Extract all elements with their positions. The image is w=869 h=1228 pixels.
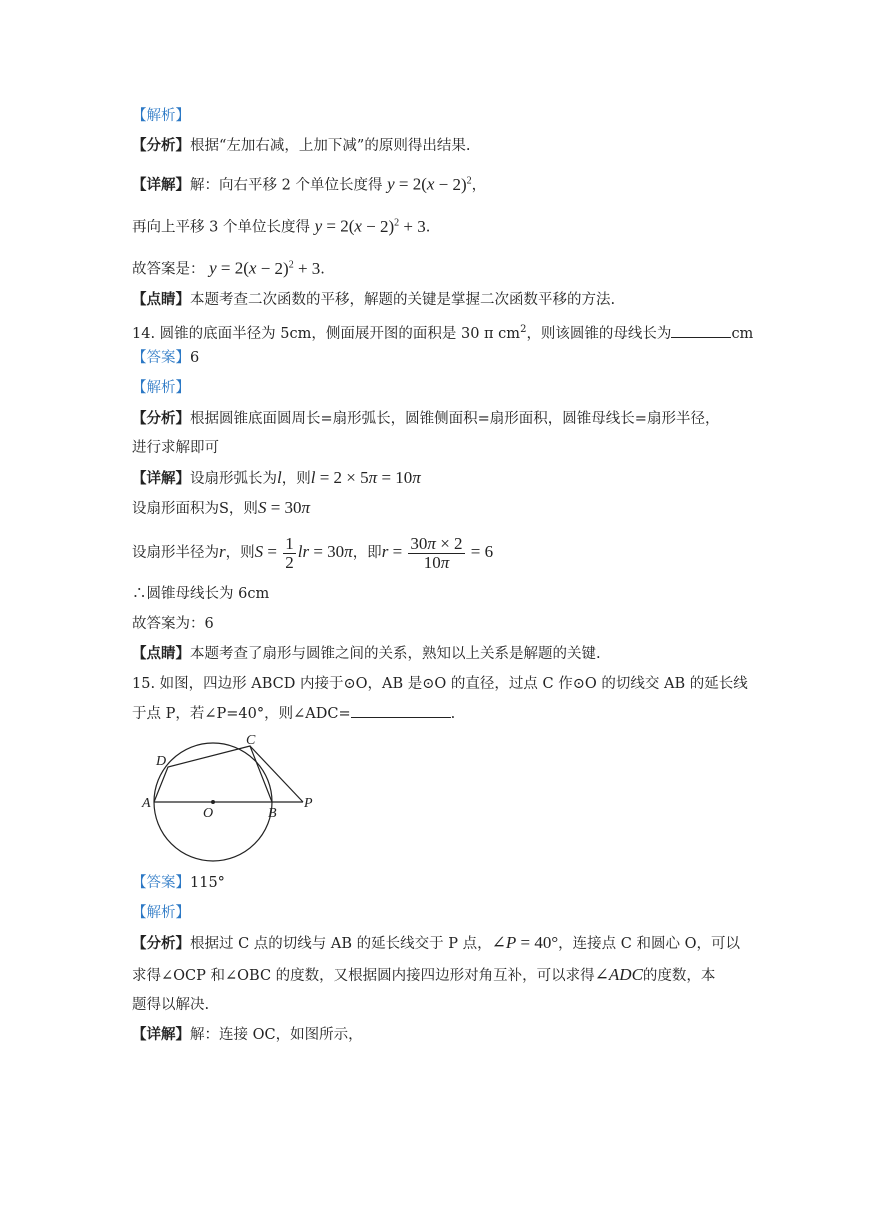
label-d: D (156, 754, 167, 769)
note-tag: 【点睛】 (132, 291, 190, 308)
note-text: 本题考查了扇形与圆锥之间的关系，熟知以上关系是解题的关键. (190, 646, 601, 662)
formula-angle-p: ∠P = 40° (491, 933, 559, 952)
analysis-text: 根据圆锥底面圆周长=扇形弧长，圆锥侧面积=扇形面积，圆锥母线长=扇形半径， (190, 411, 720, 427)
answer-value: 6 (190, 350, 200, 366)
detail-text-b: ，则 (225, 545, 255, 561)
question-14: 14. 圆锥的底面半径为 5cm，侧面展开图的面积是 30 π $cm^2$，则该圆锥的母线长为 cm (132, 324, 754, 342)
formula-answer: y (209, 258, 217, 278)
detail-tag: 【详解】 (132, 176, 190, 194)
detail-text-b: ，则 (281, 471, 311, 487)
formula-sector-area: S (254, 542, 264, 561)
answer-13: 故答案是： $y = 2(x - 2)^2 + 3$. (132, 258, 325, 278)
answer-tag: 【答案】 (132, 350, 190, 366)
answer-blank (351, 703, 451, 718)
note-13 (132, 290, 615, 310)
analysis-15-line1 (132, 933, 740, 954)
analysis-15-line2 (132, 965, 715, 986)
analysis-tag: 【分析】 (132, 935, 190, 952)
detail-14-line1: 【详解】设扇形弧长为l，则l = 2 × 5π = 10π (132, 468, 421, 487)
formula-area: S (257, 498, 267, 517)
analysis-14-line2: 进行求解即可 (132, 440, 219, 456)
detail-13: 【详解】解：向右平移 2 个单位长度得 $y = 2(x - 2)^2$， (132, 174, 487, 194)
step2-13: 再向上平移 3 个单位长度得 $y = 2(x - 2)^2 + 3$. (132, 216, 431, 236)
answer-prefix: 故答案是： (132, 261, 205, 278)
detail-tag: 【详解】 (132, 470, 190, 487)
detail-14-line3: 设扇形半径为r，则S = $\frac{1}{2}$ lr = 30π，即r = $\frac{30\pi \times 2}{10\pi}$ = 6 (132, 533, 494, 572)
formula-shift-right: y (387, 174, 395, 194)
answer-blank (671, 323, 731, 338)
detail-text: 设扇形弧长为 (190, 471, 277, 487)
analysis-text: 求得∠OCP 和∠OBC 的度数，又根据圆内接四边形对角互补，可以求得 (132, 968, 595, 984)
question-15-line2 (132, 703, 455, 724)
jiexi-label-14: 【解析】 (132, 380, 190, 396)
detail-14-line2: 设扇形面积为S，则S = 30π (132, 498, 311, 517)
analysis-tag: 【分析】 (132, 137, 190, 154)
final-14: 故答案为：6 (132, 616, 214, 632)
analysis-15-line3: 题得以解决. (132, 997, 210, 1013)
jiexi-label-13: 【解析】 (132, 108, 190, 124)
detail-text: 解：向右平移 2 个单位长度得 (190, 177, 383, 194)
label-p: P (304, 796, 313, 811)
analysis-text-b: ，连接点 C 和圆心 O，可以 (558, 936, 740, 952)
question-14-text-b: ，则该圆锥的母线长为 (526, 325, 672, 342)
formula-radius: r (381, 542, 389, 561)
label-o: O (203, 806, 214, 821)
label-b: B (268, 806, 277, 821)
geometry-figure (140, 733, 320, 868)
analysis-14-line1 (132, 409, 719, 429)
step2-text: 再向上平移 3 个单位长度得 (132, 219, 310, 236)
detail-15 (132, 1025, 363, 1045)
detail-text-c: ，即 (352, 545, 382, 561)
detail-tag: 【详解】 (132, 1026, 190, 1043)
label-a: A (142, 796, 151, 811)
label-c: C (246, 733, 256, 748)
detail-text: 设扇形半径为 (132, 545, 219, 561)
analysis-text: 根据过 C 点的切线与 AB 的延长线交于 P 点， (190, 936, 492, 952)
analysis-13 (132, 136, 470, 156)
question-14-text-a: 14. 圆锥的底面半径为 5cm，侧面展开图的面积是 30 π cm (132, 325, 521, 342)
question-14-unit: cm (731, 325, 754, 342)
formula-arc-length: l (310, 468, 316, 487)
analysis-text: 根据“左加右减，上加下减”的原则得出结果. (190, 138, 471, 154)
answer-tag: 【答案】 (132, 875, 190, 891)
formula-shift-up: y (314, 216, 323, 236)
therefore-14: ∴圆锥母线长为 6cm (132, 586, 270, 602)
question-15-line1: 15. 如图，四边形 ABCD 内接于⊙O，AB 是⊙O 的直径，过点 C 作⊙O 的切线交 AB 的延长线 (132, 676, 748, 692)
formula-angle-adc: ∠ADC (594, 965, 643, 984)
answer-15 (132, 873, 225, 893)
center-point (211, 800, 215, 804)
note-tag: 【点睛】 (132, 645, 190, 662)
note-text: 本题考查二次函数的平移，解题的关键是掌握二次函数平移的方法. (190, 292, 616, 308)
question-15-text-a: 于点 P，若∠P=40°，则∠ADC= (132, 706, 351, 722)
tangent-cp (250, 746, 303, 802)
jiexi-label-15: 【解析】 (132, 905, 190, 921)
answer-14 (132, 348, 199, 368)
quadrilateral-abcd (154, 746, 272, 802)
question-15-text-b: . (450, 706, 456, 722)
detail-text: 设扇形面积为S，则 (132, 501, 258, 517)
answer-value: 115° (190, 875, 225, 891)
analysis-tag: 【分析】 (132, 410, 190, 427)
detail-text: 解：连接 OC，如图所示， (190, 1027, 363, 1043)
analysis-text-b: 的度数，本 (642, 968, 716, 984)
note-14 (132, 644, 601, 664)
